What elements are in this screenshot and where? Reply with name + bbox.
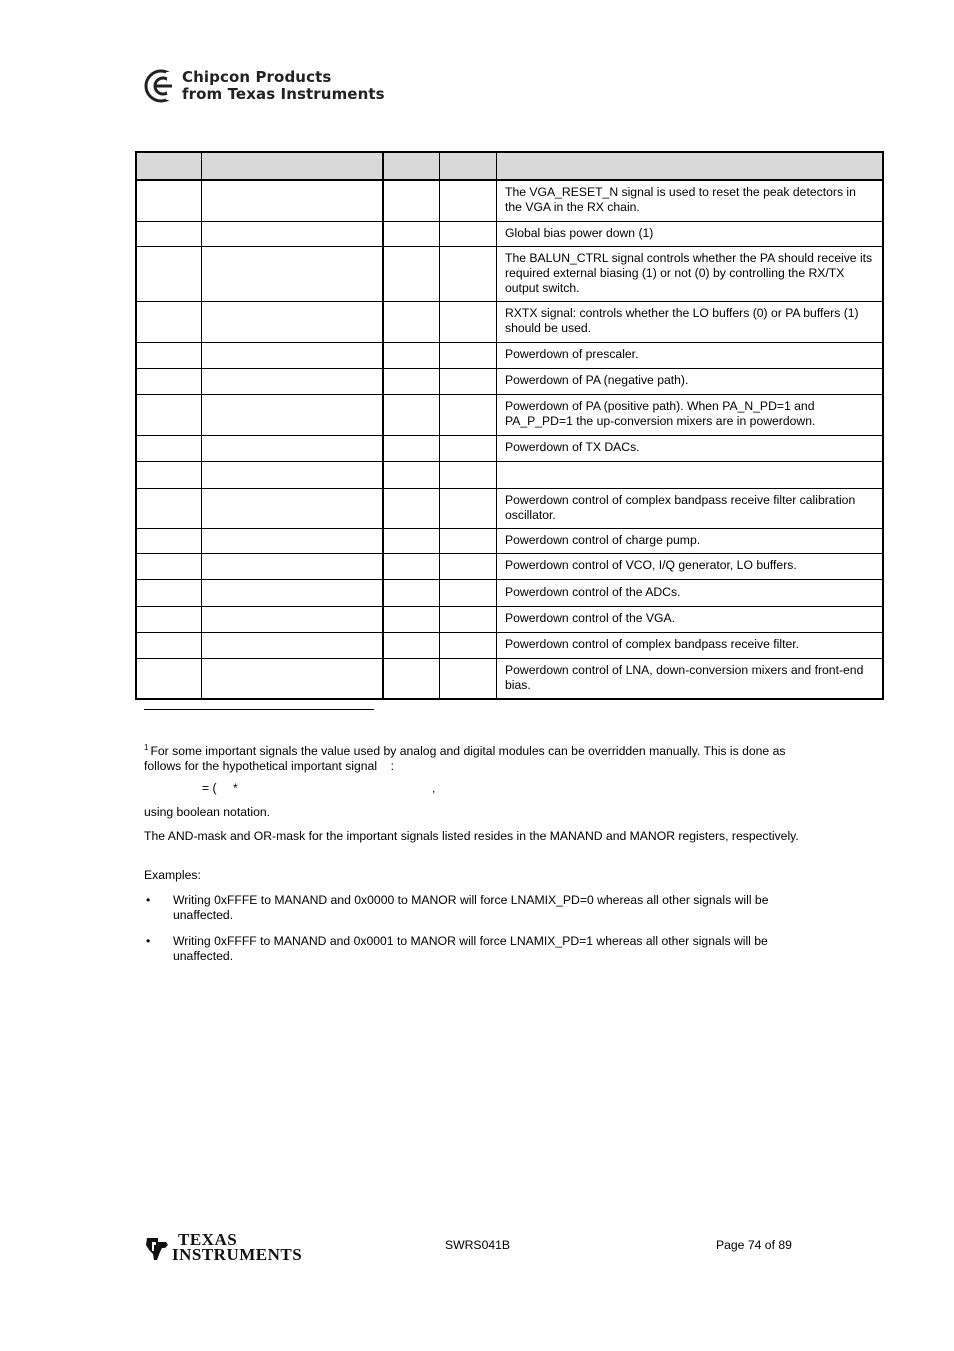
description-cell: Powerdown control of complex bandpass receive filter. bbox=[497, 632, 884, 658]
chipcon-brand-text bbox=[182, 69, 385, 103]
table-cell bbox=[440, 579, 497, 606]
description-cell: Powerdown control of the ADCs. bbox=[497, 579, 884, 606]
list-item bbox=[144, 934, 824, 964]
table-cell bbox=[440, 342, 497, 368]
table-cell bbox=[136, 342, 202, 368]
table-cell bbox=[383, 658, 440, 699]
table-cell bbox=[136, 658, 202, 699]
table-cell bbox=[136, 606, 202, 632]
table-cell bbox=[383, 301, 440, 342]
table-cell bbox=[440, 553, 497, 579]
table-cell bbox=[202, 368, 384, 394]
table-row bbox=[136, 632, 883, 658]
table-row bbox=[136, 180, 883, 221]
table-row bbox=[136, 606, 883, 632]
formula-equals: = ( bbox=[202, 781, 217, 795]
document-id: SWRS041B bbox=[445, 1238, 511, 1252]
table-cell bbox=[440, 461, 497, 488]
table-cell bbox=[202, 553, 384, 579]
table-cell bbox=[136, 221, 202, 246]
table-body bbox=[136, 180, 883, 699]
table-row bbox=[136, 246, 883, 301]
table-cell bbox=[383, 606, 440, 632]
table-cell bbox=[136, 435, 202, 461]
table-row bbox=[136, 553, 883, 579]
table-cell bbox=[383, 488, 440, 528]
table-cell bbox=[202, 301, 384, 342]
header-cell bbox=[497, 152, 884, 180]
table-row bbox=[136, 435, 883, 461]
table-cell bbox=[440, 435, 497, 461]
table-cell bbox=[136, 368, 202, 394]
ti-wordmark-line-1: TEXAS bbox=[178, 1230, 238, 1249]
table-cell bbox=[440, 488, 497, 528]
table-row bbox=[136, 301, 883, 342]
table-cell bbox=[136, 528, 202, 553]
table-cell bbox=[383, 461, 440, 488]
table-cell bbox=[440, 246, 497, 301]
bullet-glyph: • bbox=[146, 934, 151, 948]
table-row bbox=[136, 658, 883, 699]
header-cell bbox=[440, 152, 497, 180]
footnote-separator bbox=[144, 709, 374, 710]
chipcon-header-logo bbox=[144, 66, 385, 106]
table-row bbox=[136, 488, 883, 528]
table-row bbox=[136, 368, 883, 394]
description-cell: Powerdown of prescaler. bbox=[497, 342, 884, 368]
description-cell: Powerdown control of LNA, down-conversion mixers and front-end bias. bbox=[497, 658, 884, 699]
table-cell bbox=[383, 180, 440, 221]
table-cell bbox=[202, 461, 384, 488]
formula-star: * bbox=[233, 781, 238, 795]
description-cell: Powerdown of PA (negative path). bbox=[497, 368, 884, 394]
texas-instruments-logo-icon bbox=[144, 1236, 170, 1262]
table-cell bbox=[136, 180, 202, 221]
table-cell bbox=[202, 394, 384, 435]
boolean-note: using boolean notation. bbox=[144, 805, 271, 819]
table-cell bbox=[202, 180, 384, 221]
description-cell: RXTX signal: controls whether the LO buffers (0) or PA buffers (1) should be used. bbox=[497, 301, 884, 342]
table-cell bbox=[202, 632, 384, 658]
table-cell bbox=[136, 579, 202, 606]
table-cell bbox=[383, 579, 440, 606]
description-cell: Powerdown control of charge pump. bbox=[497, 528, 884, 553]
table-row bbox=[136, 461, 883, 488]
examples-label: Examples: bbox=[144, 868, 201, 882]
register-table bbox=[135, 151, 884, 700]
table-cell bbox=[202, 579, 384, 606]
table-cell bbox=[202, 528, 384, 553]
header-cell bbox=[202, 152, 384, 180]
table-cell bbox=[136, 632, 202, 658]
table-cell bbox=[136, 246, 202, 301]
table-cell bbox=[383, 368, 440, 394]
table-cell bbox=[440, 658, 497, 699]
table-cell bbox=[383, 221, 440, 246]
table-cell bbox=[383, 435, 440, 461]
table-cell bbox=[383, 246, 440, 301]
table-cell bbox=[440, 632, 497, 658]
header-cell bbox=[136, 152, 202, 180]
examples-list bbox=[144, 893, 824, 975]
footnote-marker: 1 bbox=[144, 743, 149, 752]
table-cell bbox=[202, 435, 384, 461]
texas-instruments-logo bbox=[144, 1232, 302, 1262]
description-cell: Powerdown control of VCO, I/Q generator, LO buffers. bbox=[497, 553, 884, 579]
table-cell bbox=[440, 221, 497, 246]
table-row bbox=[136, 528, 883, 553]
table-cell bbox=[202, 342, 384, 368]
description-cell bbox=[497, 461, 884, 488]
description-cell: The VGA_RESET_N signal is used to reset the peak detectors in the VGA in the RX chain. bbox=[497, 180, 884, 221]
list-item bbox=[144, 893, 824, 923]
table-row bbox=[136, 342, 883, 368]
table-cell bbox=[440, 394, 497, 435]
table-cell bbox=[440, 180, 497, 221]
table-cell bbox=[136, 488, 202, 528]
table-cell bbox=[202, 246, 384, 301]
table-cell bbox=[383, 528, 440, 553]
table-cell bbox=[136, 394, 202, 435]
description-cell: The BALUN_CTRL signal controls whether the PA should receive its required external biasing (1) or not (0) by controlling the RX/TX output switch. bbox=[497, 246, 884, 301]
table-cell bbox=[383, 553, 440, 579]
table-row bbox=[136, 221, 883, 246]
footnote-intro bbox=[144, 740, 824, 774]
table-cell bbox=[440, 606, 497, 632]
description-cell: Powerdown of TX DACs. bbox=[497, 435, 884, 461]
description-cell: Powerdown of PA (positive path). When PA_N_PD=1 and PA_P_PD=1 the up-conversion mixers are in powerdown. bbox=[497, 394, 884, 435]
chipcon-logo-icon bbox=[144, 68, 178, 104]
description-cell: Powerdown control of the VGA. bbox=[497, 606, 884, 632]
brand-line-1: Chipcon Products bbox=[182, 68, 332, 86]
table-cell bbox=[136, 461, 202, 488]
list-item-text: Writing 0xFFFE to MANAND and 0x0000 to MANOR will force LNAMIX_PD=0 whereas all other signals will be unaffected. bbox=[173, 893, 769, 922]
table-header-row bbox=[136, 152, 883, 180]
header-cell bbox=[383, 152, 440, 180]
page-number: Page 74 of 89 bbox=[716, 1238, 792, 1252]
table-cell bbox=[202, 658, 384, 699]
ti-wordmark bbox=[172, 1232, 302, 1262]
masks-note: The AND-mask and OR-mask for the important signals listed resides in the MANAND and MANOR registers, respectively. bbox=[144, 829, 799, 843]
list-item-text: Writing 0xFFFF to MANAND and 0x0001 to MANOR will force LNAMIX_PD=1 whereas all other signals will be unaffected. bbox=[173, 934, 768, 963]
brand-line-2: from Texas Instruments bbox=[182, 85, 385, 103]
table-cell bbox=[136, 553, 202, 579]
table-row bbox=[136, 394, 883, 435]
table-cell bbox=[440, 301, 497, 342]
table-cell bbox=[202, 606, 384, 632]
table-cell bbox=[383, 342, 440, 368]
footnote-intro-text: For some important signals the value used by analog and digital modules can be overridden manually. This is done as follows for the hypothetical important signal bbox=[144, 744, 786, 773]
table-row bbox=[136, 579, 883, 606]
table-cell bbox=[383, 394, 440, 435]
table-cell bbox=[202, 221, 384, 246]
table-cell bbox=[383, 632, 440, 658]
bullet-glyph: • bbox=[146, 893, 151, 907]
table-cell bbox=[136, 301, 202, 342]
table-cell bbox=[202, 488, 384, 528]
description-cell: Global bias power down (1) bbox=[497, 221, 884, 246]
description-cell: Powerdown control of complex bandpass receive filter calibration oscillator. bbox=[497, 488, 884, 528]
ti-wordmark-line-2: INSTRUMENTS bbox=[172, 1245, 303, 1264]
table-cell bbox=[440, 528, 497, 553]
formula-comma: , bbox=[432, 781, 436, 795]
footnote-intro-colon: : bbox=[390, 759, 394, 773]
table-cell bbox=[440, 368, 497, 394]
